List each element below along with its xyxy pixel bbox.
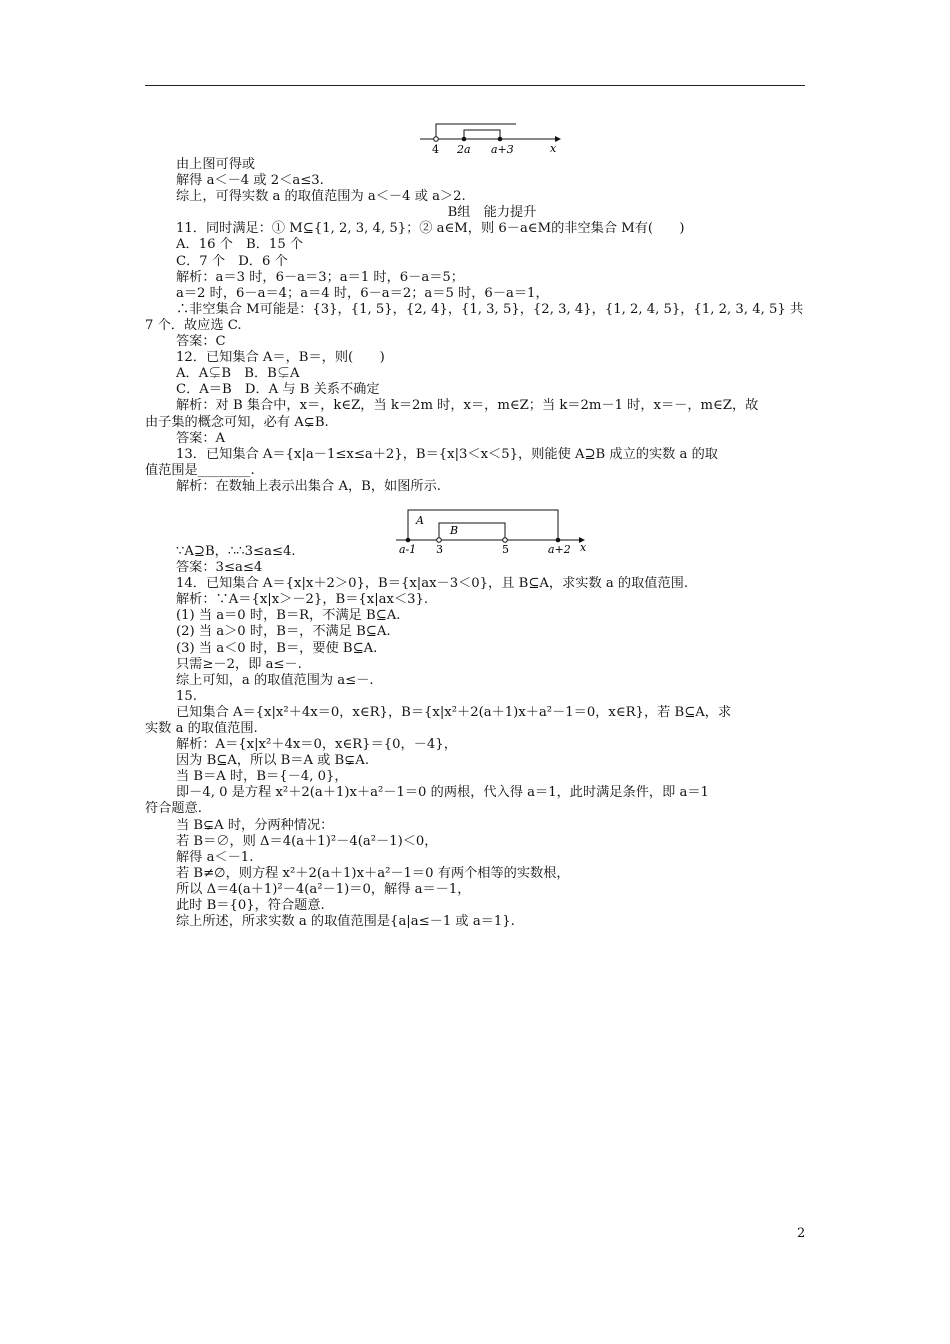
fig1-label-a3: a+3: [491, 143, 514, 156]
question-15-number: 15.: [176, 688, 197, 704]
options-11-ab: A．16 个 B．15 个: [176, 237, 304, 253]
fig2-label-a-1: a-1: [399, 543, 417, 556]
text-line: 若 B＝∅，则 Δ＝4(a＋1)²－4(a²－1)＜0，: [176, 833, 438, 849]
text-line: 值范围是________.: [145, 462, 255, 478]
figure-spacer: [176, 495, 808, 544]
answer-13: 答案：3≤a≤4: [176, 560, 263, 576]
text-line: 由上图可得或: [176, 157, 256, 172]
text-line: (3) 当 a＜0 时，B＝，要使 B⊆A.: [176, 640, 378, 656]
text-line: 综上可知，a 的取值范围为 a≤－.: [176, 672, 374, 688]
number-line-figure-1: [415, 118, 565, 158]
text-line: ∴非空集合 M可能是：{3}，{1, 5}，{2, 4}，{1, 3, 5}，{2, 3, 4}，{1, 2, 4, 5}，{1, 2, 3, 4, 5} 共: [176, 301, 804, 317]
text-line: 综上，可得实数 a 的取值范围为 a＜－4 或 a＞2.: [176, 189, 466, 205]
fig2-label-5: 5: [502, 543, 509, 556]
options-12-ab: A．A⊊B B．B⊊A: [176, 366, 300, 382]
fig2-label-B: B: [450, 524, 459, 537]
text-line: 解析：在数轴上表示出集合 A，B，如图所示.: [176, 478, 441, 494]
question-11: 11．同时满足：① M⊆{1, 2, 3, 4, 5}；② a∈M，则 6－a∈M的非空集合 M有( ): [176, 221, 685, 237]
options-12-cd: C．A＝B D．A 与 B 关系不确定: [176, 382, 380, 398]
text-line: 即－4, 0 是方程 x²＋2(a＋1)x＋a²－1＝0 的两根，代入得 a＝1，此时满足条件，即 a＝1: [176, 785, 709, 801]
text-line: 解析：a＝3 时，6－a＝3；a＝1 时，6－a＝5；: [176, 269, 464, 285]
text-line: (2) 当 a＞0 时，B＝，不满足 B⊆A.: [176, 624, 391, 640]
page-body: [145, 157, 808, 930]
question-12: 12．已知集合 A＝，B＝，则( ): [176, 350, 385, 366]
fig2-label-x: x: [580, 541, 587, 554]
text-line: 由子集的概念可知，必有 A⊊B.: [145, 414, 329, 430]
page-number: 2: [797, 1226, 806, 1241]
text-line: 符合题意.: [145, 801, 202, 817]
text-line: 综上所述，所求实数 a 的取值范围是{a|a≤－1 或 a＝1}.: [176, 914, 515, 930]
text-line: 实数 a 的取值范围.: [145, 721, 258, 736]
text-line: 若 B≠∅，则方程 x²＋2(a＋1)x＋a²－1＝0 有两个相等的实数根，: [176, 865, 570, 881]
text-line: 解析：A＝{x|x²＋4x＝0，x∈R}＝{0，－4}，: [176, 737, 457, 753]
text-line: 解析：∵A＝{x|x＞－2}，B＝{x|ax＜3}.: [176, 592, 429, 608]
fig1-label-x: x: [550, 142, 557, 155]
fig1-label-4: 4: [432, 143, 439, 156]
answer-12: 答案：A: [176, 430, 226, 446]
question-14: 14．已知集合 A＝{x|x＋2＞0}，B＝{x|ax－3＜0}，且 B⊆A，求实数 a 的取值范围.: [176, 576, 689, 592]
text-line: (1) 当 a＝0 时，B＝R，不满足 B⊆A.: [176, 608, 401, 624]
text-line: 因为 B⊆A，所以 B＝A 或 B⊊A.: [176, 753, 370, 769]
options-11-cd: C．7 个 D．6 个: [176, 253, 288, 269]
text-line: 7 个．故应选 C.: [145, 317, 242, 333]
text-line: a＝2 时，6－a＝4；a＝4 时，6－a＝2；a＝5 时，6－a＝1，: [176, 285, 549, 301]
text-line: 此时 B＝{0}，符合题意.: [176, 898, 325, 914]
text-line: 所以 Δ＝4(a＋1)²－4(a²－1)＝0，解得 a＝－1，: [176, 881, 471, 897]
text-line: 解析：对 B 集合中，x＝，k∈Z，当 k＝2m 时，x＝，m∈Z；当 k＝2m－1 时，x＝－，m∈Z，故: [176, 398, 759, 414]
text-line: ∵A⊇B，∴∴3≤a≤4.: [176, 543, 296, 559]
text-line: 当 B＝A 时，B＝{－4, 0}，: [176, 769, 348, 785]
answer-11: 答案：C: [176, 334, 226, 350]
question-15: 已知集合 A＝{x|x²＋4x＝0，x∈R}，B＝{x|x²＋2(a＋1)x＋a²－1＝0，x∈R}，若 B⊆A，求: [176, 704, 732, 720]
fig2-label-3: 3: [436, 543, 443, 556]
header-rule: [145, 85, 805, 86]
text-line: 解得 a＜－1.: [176, 849, 254, 865]
fig1-label-2a: 2a: [457, 143, 471, 156]
text-line: 解得 a＜－4 或 2＜a≤3.: [176, 173, 324, 189]
question-13: 13．已知集合 A＝{x|a－1≤x≤a＋2}，B＝{x|3＜x＜5}，则能使 A⊇B 成立的实数 a 的取: [176, 446, 718, 462]
text-line: 当 B⊊A 时，分两种情况：: [176, 817, 334, 833]
fig2-label-a2: a+2: [548, 543, 571, 556]
fig2-label-A: A: [416, 514, 424, 527]
section-heading: B组 能力提升: [447, 205, 537, 221]
text-line: 只需≥－2，即 a≤－.: [176, 656, 302, 672]
